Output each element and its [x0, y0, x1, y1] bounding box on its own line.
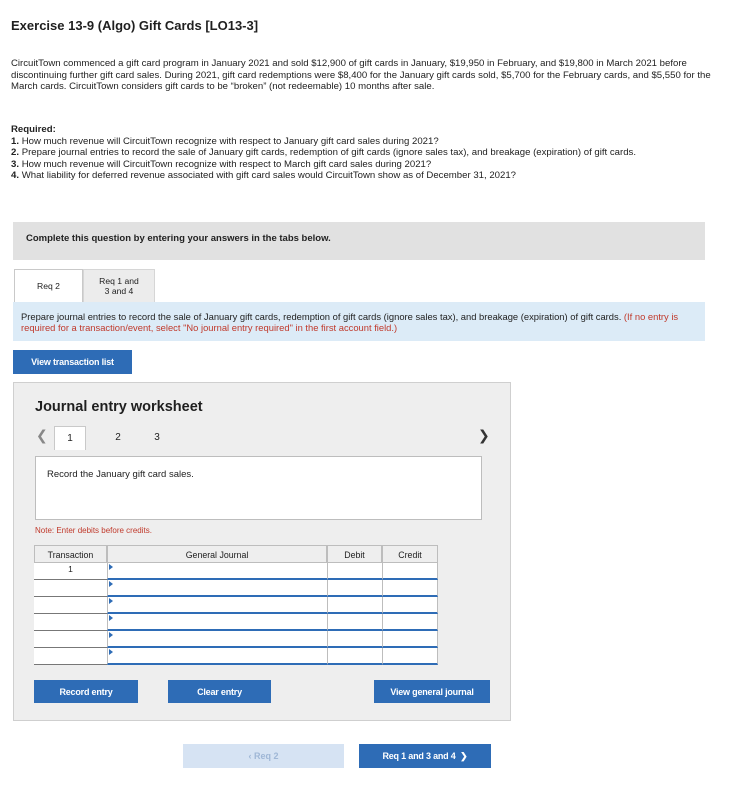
tab-label: Req 1 and 3 and 4: [99, 276, 139, 296]
table-row: [34, 631, 438, 648]
view-transaction-list-button[interactable]: View transaction list: [13, 350, 132, 374]
prev-req-label: Req 2: [253, 751, 279, 761]
account-select[interactable]: [107, 563, 327, 580]
debit-input[interactable]: [327, 614, 382, 631]
required-item: 2. Prepare journal entries to record the sale of January gift cards, redemption of gift cards (ignore sales tax), and breakage (expiration) of gift cards.: [11, 147, 637, 159]
transaction-cell: [34, 597, 107, 614]
table-row: [34, 614, 438, 631]
credit-input[interactable]: [382, 580, 438, 597]
view-general-journal-button[interactable]: View general journal: [374, 680, 490, 703]
dropdown-caret-icon: [109, 615, 113, 621]
account-select[interactable]: [107, 648, 327, 665]
column-header-debit: Debit: [327, 545, 382, 563]
credit-input[interactable]: [382, 648, 438, 665]
record-instruction-box: [35, 456, 482, 520]
page-tab-1[interactable]: 1: [54, 426, 86, 450]
chevron-right-icon[interactable]: ❯: [478, 427, 490, 443]
credit-input[interactable]: [382, 631, 438, 648]
account-select[interactable]: [107, 580, 327, 597]
debit-input[interactable]: [327, 631, 382, 648]
instruction-box: [13, 302, 705, 341]
worksheet-title: Journal entry worksheet: [35, 399, 203, 415]
chevron-right-icon: ❯: [455, 750, 468, 761]
column-header-general-journal: General Journal: [107, 545, 327, 563]
tab-req-2[interactable]: Req 2: [14, 269, 83, 302]
transaction-cell: [34, 631, 107, 648]
account-select[interactable]: [107, 597, 327, 614]
tab-req-1-3-4[interactable]: [83, 269, 155, 302]
debit-input[interactable]: [327, 580, 382, 597]
debit-input[interactable]: [327, 597, 382, 614]
table-row: [34, 597, 438, 614]
required-item: 3. How much revenue will CircuitTown recognize with respect to March gift card sales during 2021?: [11, 158, 432, 170]
record-instruction-text: Record the January gift card sales.: [47, 469, 194, 480]
debit-input[interactable]: [327, 648, 382, 665]
dropdown-caret-icon: [109, 649, 113, 655]
table-row: [34, 563, 438, 580]
account-select[interactable]: [107, 631, 327, 648]
clear-entry-button[interactable]: Clear entry: [168, 680, 271, 703]
transaction-cell: [34, 648, 107, 665]
dropdown-caret-icon: [109, 581, 113, 587]
next-req-button[interactable]: [359, 744, 491, 768]
instruction-red-text: (If no entry is required for a transaction/event, select "No journal entry required" in the first account field.): [21, 311, 679, 333]
column-header-transaction: Transaction: [34, 545, 107, 563]
chevron-left-icon[interactable]: ❮: [36, 427, 48, 443]
next-req-label: Req 1 and 3 and 4: [382, 751, 456, 761]
journal-entry-worksheet: [13, 382, 511, 721]
required-section: [11, 124, 723, 182]
debits-note: Note: Enter debits before credits.: [35, 526, 152, 535]
dropdown-caret-icon: [109, 564, 113, 570]
prev-req-button[interactable]: [183, 744, 344, 768]
column-header-credit: Credit: [382, 545, 438, 563]
dropdown-caret-icon: [109, 632, 113, 638]
required-item: 1. How much revenue will CircuitTown recognize with respect to January gift card sales during 2021?: [11, 135, 439, 147]
problem-intro: CircuitTown commenced a gift card program in January 2021 and sold $12,900 of gift cards in January, $19,950 in February, and $19,800 in March 2021 before discontinuing further gift card sales. During 2021, gift card redemptions were $8,400 for the January gift cards sold, $5,700 for the February cards, and $5,550 for the March cards. CircuitTown considers gift cards to be “broken” (not redeemable) 10 months after sale.: [11, 58, 711, 93]
page-tab-2[interactable]: 2: [115, 432, 121, 443]
instruction-text: Prepare journal entries to record the sale of January gift cards, redemption of gift cards (ignore sales tax), and breakage (expiration) of gift cards.: [21, 311, 622, 322]
chevron-left-icon: ‹: [248, 751, 254, 761]
account-select[interactable]: [107, 614, 327, 631]
page-tab-3[interactable]: 3: [154, 432, 160, 443]
transaction-cell: 1: [34, 563, 107, 580]
transaction-cell: [34, 614, 107, 631]
credit-input[interactable]: [382, 563, 438, 580]
transaction-cell: [34, 580, 107, 597]
required-heading: Required:: [11, 124, 56, 135]
page-title: Exercise 13-9 (Algo) Gift Cards [LO13-3]: [11, 18, 259, 33]
table-row: [34, 580, 438, 597]
required-item: 4. What liability for deferred revenue associated with gift card sales would CircuitTown show as of December 31, 2021?: [11, 170, 517, 182]
credit-input[interactable]: [382, 614, 438, 631]
credit-input[interactable]: [382, 597, 438, 614]
complete-question-bar: Complete this question by entering your answers in the tabs below.: [13, 222, 705, 260]
dropdown-caret-icon: [109, 598, 113, 604]
debit-input[interactable]: [327, 563, 382, 580]
table-row: [34, 648, 438, 665]
record-entry-button[interactable]: Record entry: [34, 680, 138, 703]
